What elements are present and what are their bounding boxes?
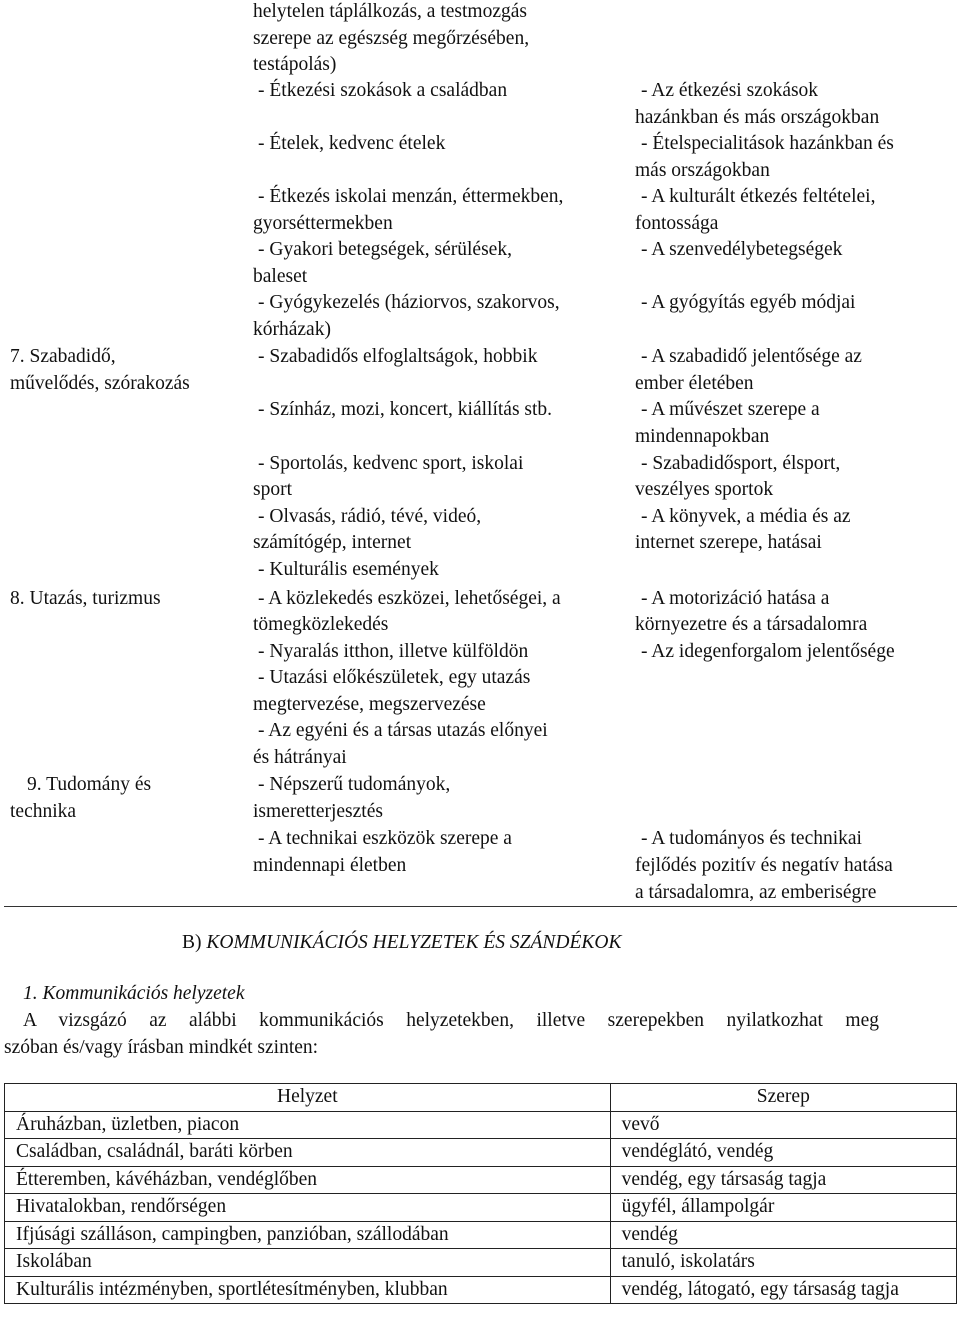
situation-cell: Étteremben, kávéházban, vendéglőben — [5, 1166, 611, 1194]
subtopic-item: ismeretterjesztés — [253, 801, 383, 822]
header-role: Szerep — [610, 1084, 956, 1112]
section-heading-text: KOMMUNIKÁCIÓS HELYZETEK ÉS SZÁNDÉKOK — [206, 932, 622, 953]
subtopic-item: - Szabadidős elfoglaltságok, hobbik — [258, 346, 538, 367]
related-topic: - Az étkezési szokások — [641, 80, 819, 101]
subtopic-item: számítógép, internet — [253, 532, 412, 553]
subtopic-item: baleset — [253, 266, 308, 287]
related-topic: mindennapokban — [635, 426, 770, 447]
related-topic: - Szabadidősport, élsport, — [641, 453, 841, 474]
table-row — [5, 1221, 957, 1249]
related-topic: fontossága — [635, 213, 719, 234]
intro-line: helytelen táplálkozás, a testmozgás — [253, 1, 527, 22]
related-topic: - A motorizáció hatása a — [641, 588, 830, 609]
related-topic: - A tudományos és technikai — [641, 828, 862, 849]
related-topic: - Ételspecialitások hazánkban és — [641, 133, 894, 154]
related-topic: veszélyes sportok — [635, 479, 774, 500]
related-topic: - A gyógyítás egyéb módjai — [641, 292, 856, 313]
subtopic-item: gyorséttermekben — [253, 213, 393, 234]
subtopic-item: - A közlekedés eszközei, lehetőségei, a — [258, 588, 561, 609]
subtopic-item: - Ételek, kedvenc ételek — [258, 133, 446, 154]
related-topic: a társadalomra, az emberiségre — [635, 882, 877, 903]
subtopic-item: mindennapi életben — [253, 855, 407, 876]
subtopic-item: és hátrányai — [253, 747, 347, 768]
related-topic: - A művészet szerepe a — [641, 399, 820, 420]
subtopic-item: - Nyaralás itthon, illetve külföldön — [258, 641, 529, 662]
role-cell: ügyfél, állampolgár — [610, 1194, 956, 1222]
related-topic: más országokban — [635, 160, 770, 181]
subtopic-item: - Gyógykezelés (háziorvos, szakorvos, — [258, 292, 560, 313]
subtopic-item: - Étkezés iskolai menzán, éttermekben, — [258, 186, 564, 207]
topic-title: művelődés, szórakozás — [10, 373, 190, 394]
situation-cell: Ifjúsági szálláson, campingben, panzióban, szállodában — [5, 1221, 611, 1249]
sub-heading: 1. Kommunikációs helyzetek — [23, 983, 245, 1004]
subtopic-item: - Színház, mozi, koncert, kiállítás stb. — [258, 399, 553, 420]
subtopic-item: - Olvasás, rádió, tévé, videó, — [258, 506, 482, 527]
role-cell: vendéglátó, vendég — [610, 1139, 956, 1167]
situation-cell: Kulturális intézményben, sportlétesítményben, klubban — [5, 1276, 611, 1304]
table-row — [5, 1276, 957, 1304]
topic-title: 7. Szabadidő, — [10, 346, 116, 367]
subtopic-item: - A technikai eszközök szerepe a — [258, 828, 512, 849]
paragraph-line: A vizsgázó az alábbi kommunikációs helyzetekben, illetve szerepekben nyilatkozhat meg — [23, 1010, 879, 1031]
related-topic: - A könyvek, a média és az — [641, 506, 851, 527]
situation-role-table — [4, 1083, 957, 1304]
subtopic-item: megtervezése, megszervezése — [253, 694, 486, 715]
table-row — [5, 1194, 957, 1222]
section-heading — [182, 929, 621, 956]
table-row — [5, 1249, 957, 1277]
subtopic-item: - Utazási előkészületek, egy utazás — [258, 667, 531, 688]
subtopic-item: - Étkezési szokások a családban — [258, 80, 508, 101]
role-cell: vevő — [610, 1111, 956, 1139]
subtopic-item: - Gyakori betegségek, sérülések, — [258, 239, 512, 260]
table-bottom-rule — [4, 906, 957, 907]
role-cell: vendég — [610, 1221, 956, 1249]
intro-line: szerepe az egészség megőrzésében, — [253, 28, 530, 49]
subtopic-item: - Kulturális események — [258, 559, 439, 580]
related-topic: - A szenvedélybetegségek — [641, 239, 843, 260]
role-cell: vendég, egy társaság tagja — [610, 1166, 956, 1194]
situation-cell: Családban, családnál, baráti körben — [5, 1139, 611, 1167]
paragraph-line: szóban és/vagy írásban mindkét szinten: — [4, 1037, 319, 1058]
header-situation: Helyzet — [5, 1084, 611, 1112]
topic-title: technika — [10, 801, 77, 822]
section-heading-prefix: B) — [182, 932, 207, 953]
related-topic: fejlődés pozitív és negatív hatása — [635, 855, 893, 876]
topic-title: 9. Tudomány és — [27, 774, 152, 795]
role-cell: tanuló, iskolatárs — [610, 1249, 956, 1277]
related-topic: - A szabadidő jelentősége az — [641, 346, 862, 367]
related-topic: ember életében — [635, 373, 754, 394]
related-topic: hazánkban és más országokban — [635, 107, 880, 128]
role-cell: vendég, látogató, egy társaság tagja — [610, 1276, 956, 1304]
table-row — [5, 1139, 957, 1167]
related-topic: környezetre és a társadalomra — [635, 614, 868, 635]
subtopic-item: sport — [253, 479, 292, 500]
intro-line: testápolás) — [253, 54, 337, 75]
situation-cell: Áruházban, üzletben, piacon — [5, 1111, 611, 1139]
situation-cell: Hivatalokban, rendőrségen — [5, 1194, 611, 1222]
subtopic-item: - Az egyéni és a társas utazás előnyei — [258, 720, 548, 741]
situation-cell: Iskolában — [5, 1249, 611, 1277]
topic-title: 8. Utazás, turizmus — [10, 588, 161, 609]
related-topic: - A kulturált étkezés feltételei, — [641, 186, 876, 207]
related-topic: internet szerepe, hatásai — [635, 532, 822, 553]
subtopic-item: - Sportolás, kedvenc sport, iskolai — [258, 453, 524, 474]
subtopic-item: kórházak) — [253, 319, 331, 340]
subtopic-item: tömegközlekedés — [253, 614, 389, 635]
related-topic: - Az idegenforgalom jelentősége — [641, 641, 895, 662]
subtopic-item: - Népszerű tudományok, — [258, 774, 451, 795]
table-row — [5, 1111, 957, 1139]
table-row — [5, 1166, 957, 1194]
table-header-row — [5, 1084, 957, 1112]
